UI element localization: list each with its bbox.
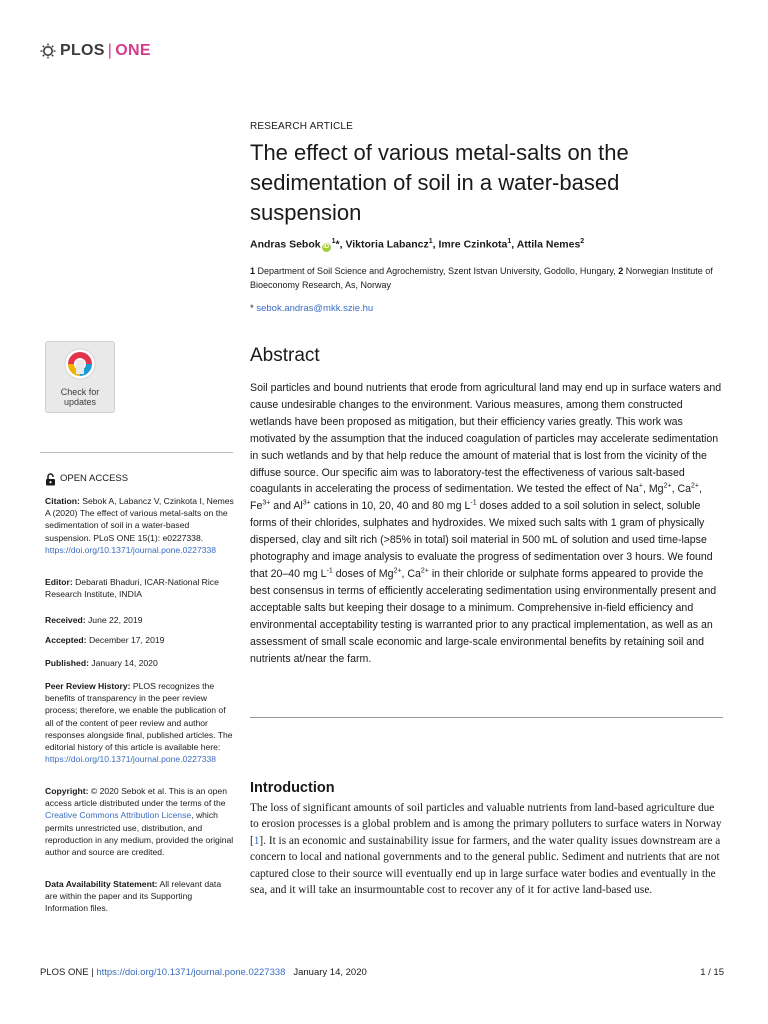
received-label: Received: (45, 615, 86, 625)
affil-number: 1 (250, 266, 256, 276)
orcid-icon[interactable]: iD (323, 243, 330, 250)
data-availability-block (45, 878, 235, 915)
author-name[interactable]: Attila Nemes (516, 238, 581, 251)
affiliations (250, 264, 720, 292)
author-list: Andras Sebok $iD^1*$, Viktoria Labancz$^1$, Imre Czinkota$^1$, Attila Nemes$^2$ (250, 238, 585, 251)
copyright-block (45, 785, 235, 858)
author-name[interactable]: Imre Czinkota (438, 238, 508, 251)
peer-review-link[interactable]: https://doi.org/10.1371/journal.pone.0227338 (45, 754, 217, 765)
accepted-block (45, 634, 235, 646)
open-lock-icon (45, 473, 56, 486)
introduction-heading: Introduction (250, 780, 335, 796)
open-access-label (45, 473, 235, 486)
data-availability-text: All relevant data are within the paper and its Supporting Information files. (45, 879, 222, 914)
copyright-text-rest: , which permits unrestricted use, distribution, and reproduction in any medium, provided the original author and source are credited. (45, 810, 234, 858)
article-type: RESEARCH ARTICLE (250, 121, 354, 132)
peer-review-text: PLOS recognizes the benefits of transparency in the peer review process; therefore, we enable the publication of all of the content of peer review and author responses alongside final, published articles. The editorial history of this article is available here: (45, 681, 233, 753)
published-block (45, 657, 235, 669)
email-link[interactable]: sebok.andras@mkk.szie.hu (256, 303, 374, 314)
copyright-text: © 2020 Sebok et al. This is an open access article distributed under the terms of the (45, 786, 227, 809)
footer-date: January 14, 2020 (293, 967, 367, 978)
logo-one-text: ONE (115, 42, 151, 59)
citation-doi-link[interactable]: https://doi.org/10.1371/journal.pone.0227338 (45, 544, 217, 555)
badge-line-1: Check for (60, 387, 100, 397)
received-date: June 22, 2019 (88, 615, 143, 625)
page-footer (40, 967, 367, 978)
license-link[interactable]: Creative Commons Attribution License (45, 810, 192, 821)
introduction-text: The loss of significant amounts of soil particles and valuable nutrients from land-based agriculture due to erosion processes is a global problem and is among the primary polluters to surface waters in Norway [1]. It is an economic and sustainability issue for farmers, and the water quality issues downstream are a concern to local and national governments and to the general public. Sediment and nutrients that are not captured close to their source will eventually end up in large surface water bodies and eventually in the sea, and it will take an insurmountable cost to recover any of it for active land-based use. (250, 802, 722, 897)
abstract-divider (250, 717, 723, 718)
article-title: The effect of various metal-salts on the sedimentation of soil in a water-based suspension (250, 140, 629, 225)
citation-label: Citation: (45, 496, 80, 506)
accepted-label: Accepted: (45, 635, 87, 645)
citation-text: Sebok A, Labancz V, Czinkota I, Nemes A (2020) The effect of various metal-salts on the sedimentation of soil in a water-based suspension. PLoS ONE 15(1): e0227338. (45, 496, 234, 543)
copyright-label: Copyright: (45, 786, 89, 796)
citation-block (45, 495, 235, 556)
published-label: Published: (45, 658, 89, 668)
affil-text: Department of Soil Science and Agrochemistry, Szent Istvan University, Godollo, Hungary, (257, 266, 616, 276)
plos-one-logo (40, 42, 151, 60)
logo-separator: | (107, 42, 113, 59)
peer-review-block (45, 680, 235, 765)
abstract-heading: Abstract (250, 345, 320, 366)
page-number: 1 / 15 (700, 967, 724, 978)
data-availability-label: Data Availability Statement: (45, 879, 158, 889)
editor-label: Editor: (45, 577, 73, 587)
reference-link[interactable]: 1 (253, 834, 260, 847)
open-access-text: OPEN ACCESS (60, 473, 129, 485)
author-affil-sup: 1 (428, 238, 433, 245)
affil-number: 2 (618, 266, 624, 276)
email-marker: * (250, 303, 254, 314)
plos-sun-icon (40, 43, 56, 59)
abstract-text: Soil particles and bound nutrients that erode from agricultural land may end up in surface waters and cause undesirable changes to the environment. Various measures, among them constructed wetlands have been proposed as mitigation, but their efficiency varies greatly. This work was motivated by the assumption that the induced coagulation of particles may accelerate sedimentation in such wetlands and by that help reduce the amount of material that is lost from the vicinity of the diffuse source. Our specific aim was to laboratory-test the effectiveness of various salt-based coagulants in accelerating the process of sedimentation. We tested the effect of Na+, $Mg^{2+}$, $Ca^{2+}$, $Fe^{3+}$ and $Al^{3+}$ cations in 10, 20, 40 and 80 mg $L^{-1}$ doses added to a soil solution in select, soluble forms of their chlorides, sulphates and hydroxides. We mixed such salts with 1 gram of physically dispersed, clay and silt rich (>85% in total) soil material in 500 mL of solution and used time-lapse photography and image analysis to evaluate the progress of sedimentation over 3 hours. We found that 20–40 mg $L^{-1}$ doses of $Mg^{2+}$, $Ca^{2+}$ in their chloride or sulphate forms appeared to provide the best consensus in terms of efficiently accelerating sedimentation using environmentally present and acceptable salts but keeping their dosage to a minimum. Comprehensive in-field efficiency and environmental acceptability testing is warranted prior to any practical implementation, as well as an assessment of small scale economic and large-scale environmental benefits by retaining soil and nutrients at/near the farm. (250, 382, 722, 665)
author-affil-sup: 2 (580, 238, 585, 245)
footer-doi-link[interactable]: https://doi.org/10.1371/journal.pone.0227338 (96, 967, 286, 978)
crossmark-icon (62, 347, 98, 385)
author-affil-sup: 1 (507, 238, 512, 245)
editor-text: Debarati Bhaduri, ICAR-National Rice Research Institute, INDIA (45, 577, 219, 600)
footer-journal: PLOS ONE | (40, 967, 94, 978)
editor-block (45, 576, 235, 600)
badge-line-2: updates (63, 397, 97, 407)
affil-text: Norwegian Institute of Bioeconomy Research, As, Norway (250, 266, 713, 290)
author-name[interactable]: Andras Sebok (250, 238, 321, 251)
published-date: January 14, 2020 (91, 658, 158, 668)
check-for-updates-button[interactable] (45, 341, 115, 413)
author-name[interactable]: Viktoria Labancz (345, 238, 429, 251)
corresponding-marker: * (335, 238, 340, 251)
author-affil-sup: 1 (331, 238, 336, 245)
sidebar-divider (40, 452, 233, 453)
received-block (45, 614, 235, 626)
logo-plos-text: PLOS (60, 42, 105, 59)
peer-review-label: Peer Review History: (45, 681, 131, 691)
corresponding-email (250, 303, 725, 314)
accepted-date: December 17, 2019 (88, 635, 165, 645)
